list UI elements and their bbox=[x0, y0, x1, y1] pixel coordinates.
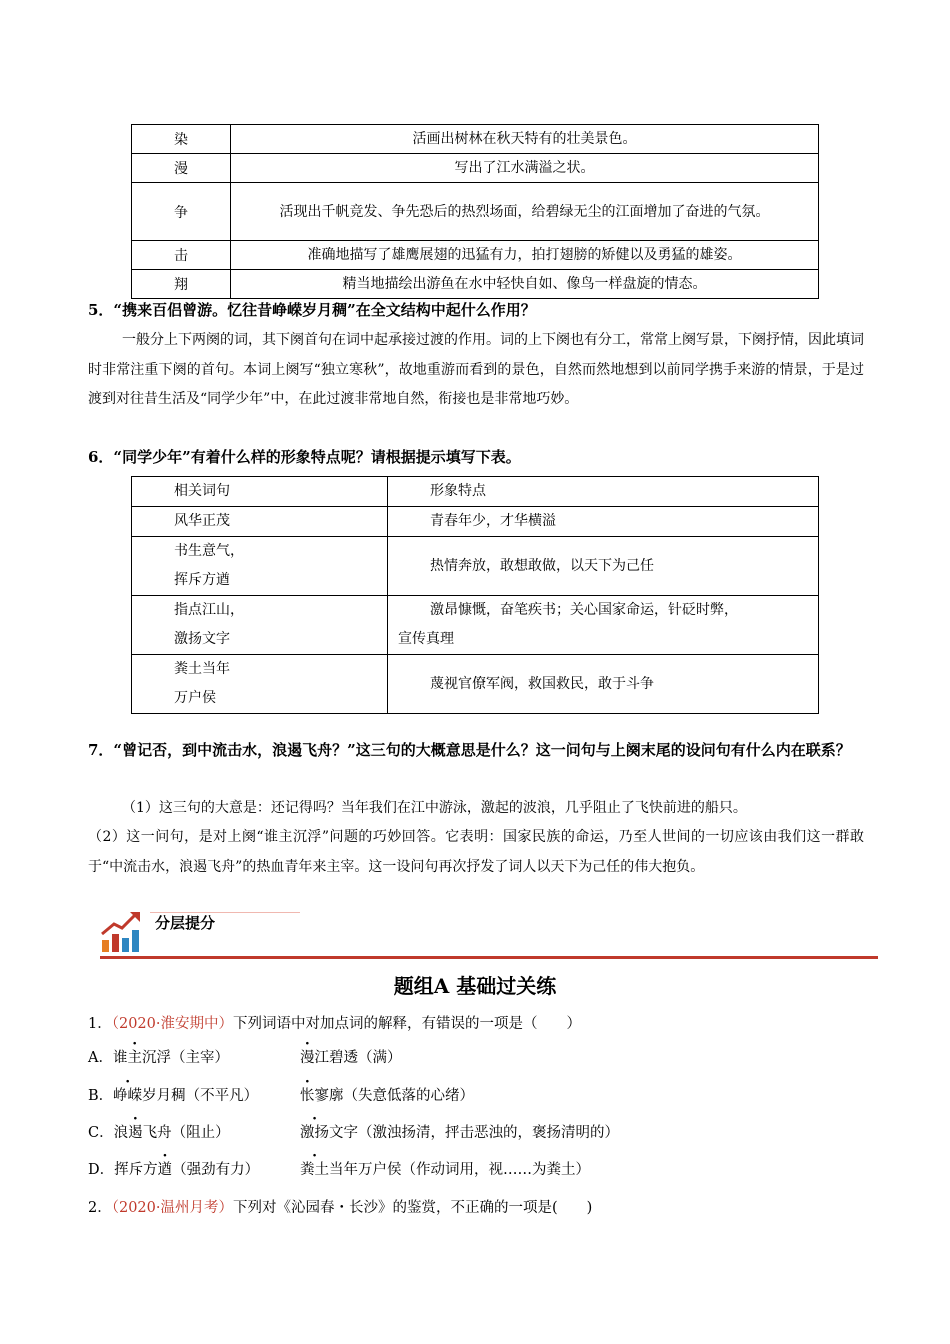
option-d: D．挥斥方遒（强劲有力） bbox=[88, 1162, 260, 1178]
table-cell-trait: 热情奔放，敢想敢做，以天下为己任 bbox=[388, 537, 819, 596]
banner-divider bbox=[100, 956, 878, 959]
table-cell-phrase: 书生意气， 挥斥方遒 bbox=[132, 537, 388, 596]
table-row bbox=[132, 125, 819, 154]
table-cell-desc: 写出了江水满溢之状。 bbox=[231, 154, 819, 183]
table-cell-trait: 蔑视官僚军阀，救国救民，敢于斗争 bbox=[388, 655, 819, 714]
table-cell-trait: 激昂慷慨，奋笔疾书；关心国家命运，针砭时弊， 宣传真理 bbox=[388, 596, 819, 655]
section-banner bbox=[100, 906, 878, 960]
table-cell-word: 击 bbox=[132, 241, 231, 270]
table-cell-phrase: 风华正茂 bbox=[132, 507, 388, 537]
question-6: 6．“同学少年”有着什么样的形象特点呢？请根据提示填写下表。 bbox=[88, 448, 521, 466]
option-c: C．浪遏飞舟（阻止） bbox=[88, 1125, 230, 1141]
table-header-row bbox=[132, 477, 819, 507]
table-row bbox=[132, 537, 819, 596]
table-row bbox=[132, 655, 819, 714]
item-2-source: （2020·温州月考） bbox=[111, 1200, 233, 1216]
table-header-cell: 相关词句 bbox=[132, 477, 388, 507]
table-cell-desc: 准确地描写了雄鹰展翅的迅猛有力，拍打翅膀的矫健以及勇猛的雄姿。 bbox=[231, 241, 819, 270]
chart-arrow-icon bbox=[100, 910, 144, 954]
item-2-stem: 2．（2020·温州月考）下列对《沁园春・长沙》的鉴赏，不正确的一项是( ) bbox=[88, 1200, 593, 1216]
table-cell-desc: 活现出千帆竞发、争先恐后的热烈场面，给碧绿无尘的江面增加了奋进的气氛。 bbox=[231, 183, 819, 241]
question-7: 7．“曾记否，到中流击水，浪遏飞舟？”这三句的大概意思是什么？这一问句与上阕末尾的设问句有什么内在联系？ bbox=[88, 741, 851, 759]
answer-5: 一般分上下两阕的词，其下阕首句在词中起承接过渡的作用。词的上下阕也有分工，常常上阕写景，下阕抒情，因此填词时非常注重下阕的首句。本词上阕写“独立寒秋”，故地重游而看到的景色，自然而然地想到以前同学携手来游的情景，于是过渡到对往昔生活及“同学少年”中，在此过渡非常地自然，衔接也是非常地巧妙。 bbox=[88, 332, 864, 407]
answer-7-part1: （1）这三句的大意是：还记得吗？当年我们在江中游泳，激起的波浪，几乎阻止了飞快前进的船只。 bbox=[122, 800, 747, 816]
option-c-second: 激扬文字（激浊扬清，抨击恶浊的，褒扬清明的） bbox=[300, 1125, 619, 1141]
table-cell-phrase: 粪土当年 万户侯 bbox=[132, 655, 388, 714]
table-cell-word: 染 bbox=[132, 125, 231, 154]
option-b-second: 怅寥廓（失意低落的心绪） bbox=[300, 1088, 474, 1104]
table-row bbox=[132, 154, 819, 183]
table-cell-word: 漫 bbox=[132, 154, 231, 183]
question-5: 5．“携来百侣曾游。忆往昔峥嵘岁月稠”在全文结构中起什么作用？ bbox=[88, 301, 536, 319]
table-row bbox=[132, 507, 819, 537]
table-cell-word: 翔 bbox=[132, 270, 231, 299]
option-d-second: 粪土当年万户侯（作动词用，视……为粪土） bbox=[300, 1162, 590, 1178]
table-row bbox=[132, 270, 819, 299]
group-title: 题组A 基础过关练 bbox=[393, 974, 557, 998]
table-row bbox=[132, 241, 819, 270]
table-row bbox=[132, 596, 819, 655]
answer-7-part2: （2）这一问句，是对上阕“谁主沉浮”问题的巧妙回答。它表明：国家民族的命运，乃至人世间的一切应该由我们这一群敢于“中流击水，浪遏飞舟”的热血青年来主宰。这一设问句再次抒发了词人以天下为己任的伟大抱负。 bbox=[88, 829, 864, 875]
table-row bbox=[132, 183, 819, 241]
option-a: A．谁主沉浮（主宰） bbox=[88, 1050, 229, 1066]
item-1-stem: 1．（2020·淮安期中）下列词语中对加点词的解释，有错误的一项是（ ） bbox=[88, 1016, 581, 1032]
table-cell-word: 争 bbox=[132, 183, 231, 241]
word-analysis-table bbox=[131, 124, 819, 299]
table-cell-trait: 青春年少，才华横溢 bbox=[388, 507, 819, 537]
table-cell-desc: 精当地描绘出游鱼在水中轻快自如、像鸟一样盘旋的情态。 bbox=[231, 270, 819, 299]
table-cell-desc: 活画出树林在秋天特有的壮美景色。 bbox=[231, 125, 819, 154]
table-cell-phrase: 指点江山， 激扬文字 bbox=[132, 596, 388, 655]
option-a-second: 漫江碧透（满） bbox=[300, 1050, 402, 1066]
banner-title: 分层提分 bbox=[155, 914, 216, 932]
table-header-cell: 形象特点 bbox=[388, 477, 819, 507]
option-b: B．峥嵘岁月稠（不平凡） bbox=[88, 1088, 259, 1104]
item-1-source: （2020·淮安期中） bbox=[111, 1016, 233, 1032]
image-traits-table bbox=[131, 476, 819, 714]
